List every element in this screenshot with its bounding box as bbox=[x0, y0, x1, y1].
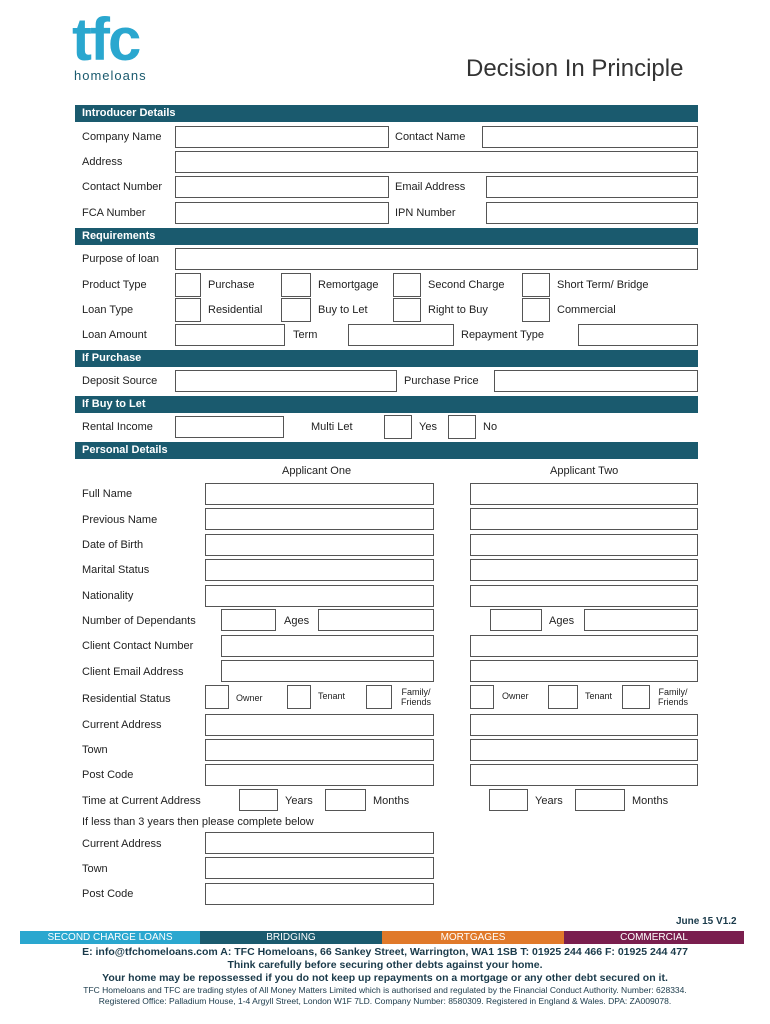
rental-income-field[interactable] bbox=[175, 416, 284, 438]
ipn-number-label: IPN Number bbox=[395, 207, 456, 219]
previous-town-field[interactable] bbox=[205, 857, 434, 879]
previous-address-label: Current Address bbox=[82, 838, 162, 850]
less-than-3-years-note: If less than 3 years then please complete below bbox=[82, 816, 314, 828]
applicant-two-tenant-label: Tenant bbox=[585, 691, 613, 701]
applicant-two-years-label: Years bbox=[535, 795, 563, 807]
commercial-checkbox[interactable] bbox=[522, 298, 550, 322]
repayment-type-field[interactable] bbox=[578, 324, 698, 346]
residential-checkbox[interactable] bbox=[175, 298, 201, 322]
short-term-bridge-checkbox[interactable] bbox=[522, 273, 550, 297]
applicant-two-ages-field[interactable] bbox=[584, 609, 698, 631]
purchase-price-label: Purchase Price bbox=[404, 375, 479, 387]
second-charge-option-label: Second Charge bbox=[428, 279, 505, 291]
full-name-label: Full Name bbox=[82, 488, 133, 500]
applicant-one-months-label: Months bbox=[373, 795, 410, 807]
legal-line-2: Registered Office: Palladium House, 1-4 Argyll Street, London W1F 7LD. Company Number: 8580309. Registered in England & Wales. DPA: ZA009078. bbox=[98, 996, 672, 1006]
applicant-two-family-checkbox[interactable] bbox=[622, 685, 650, 709]
applicant-one-contact-number-field[interactable] bbox=[221, 635, 434, 657]
applicant-one-previous-name-field[interactable] bbox=[205, 508, 434, 530]
previous-name-label: Previous Name bbox=[82, 514, 158, 526]
applicant-one-years-label: Years bbox=[285, 795, 313, 807]
previous-post-code-label: Post Code bbox=[82, 888, 134, 900]
section-introducer-details: Introducer Details bbox=[75, 105, 698, 122]
remortgage-checkbox[interactable] bbox=[281, 273, 311, 297]
address-field[interactable] bbox=[175, 151, 698, 173]
client-contact-number-label: Client Contact Number bbox=[82, 640, 194, 652]
previous-address-field[interactable] bbox=[205, 832, 434, 854]
brand-tagline: homeloans bbox=[74, 68, 147, 83]
segment-mortgages: MORTGAGES bbox=[382, 931, 564, 944]
contact-name-label: Contact Name bbox=[395, 131, 466, 143]
term-label: Term bbox=[293, 329, 318, 341]
applicant-two-dob-field[interactable] bbox=[470, 534, 698, 556]
applicant-one-full-name-field[interactable] bbox=[205, 483, 434, 505]
nationality-label: Nationality bbox=[82, 590, 134, 602]
client-email-address-label: Client Email Address bbox=[82, 666, 184, 678]
applicant-one-post-code-field[interactable] bbox=[205, 764, 434, 786]
applicant-one-marital-status-field[interactable] bbox=[205, 559, 434, 581]
section-personal-details: Personal Details bbox=[75, 442, 698, 459]
purchase-price-field[interactable] bbox=[494, 370, 698, 392]
residential-option-label: Residential bbox=[208, 304, 263, 316]
applicant-one-family-label: Family/ Friends bbox=[401, 687, 432, 707]
brand-logo: tfc bbox=[72, 6, 140, 73]
deposit-source-label: Deposit Source bbox=[82, 375, 158, 387]
company-name-field[interactable] bbox=[175, 126, 389, 148]
applicant-one-owner-checkbox[interactable] bbox=[205, 685, 229, 709]
town-label: Town bbox=[82, 744, 108, 756]
applicant-one-years-field[interactable] bbox=[239, 789, 278, 811]
marital-status-label: Marital Status bbox=[82, 564, 150, 576]
applicant-two-contact-number-field[interactable] bbox=[470, 635, 698, 657]
company-name-label: Company Name bbox=[82, 131, 162, 143]
applicant-two-post-code-field[interactable] bbox=[470, 764, 698, 786]
applicant-two-previous-name-field[interactable] bbox=[470, 508, 698, 530]
applicant-one-owner-label: Owner bbox=[236, 693, 263, 703]
applicant-two-current-address-field[interactable] bbox=[470, 714, 698, 736]
short-term-bridge-option-label: Short Term/ Bridge bbox=[557, 279, 649, 291]
fca-number-field[interactable] bbox=[175, 202, 389, 224]
segment-bridging: BRIDGING bbox=[200, 931, 382, 944]
purchase-option-label: Purchase bbox=[208, 279, 255, 291]
applicant-two-owner-checkbox[interactable] bbox=[470, 685, 494, 709]
loan-amount-field[interactable] bbox=[175, 324, 285, 346]
applicant-one-town-field[interactable] bbox=[205, 739, 434, 761]
previous-post-code-field[interactable] bbox=[205, 883, 434, 905]
residential-status-label: Residential Status bbox=[82, 693, 171, 705]
commercial-option-label: Commercial bbox=[557, 304, 616, 316]
applicant-two-tenant-checkbox[interactable] bbox=[548, 685, 578, 709]
purpose-of-loan-field[interactable] bbox=[175, 248, 698, 270]
section-requirements: Requirements bbox=[75, 228, 698, 245]
remortgage-option-label: Remortgage bbox=[318, 279, 379, 291]
applicant-two-heading: Applicant Two bbox=[550, 465, 619, 477]
segment-commercial: COMMERCIAL bbox=[564, 931, 744, 944]
product-type-label: Product Type bbox=[82, 279, 147, 291]
right-to-buy-option-label: Right to Buy bbox=[428, 304, 488, 316]
applicant-one-nationality-field[interactable] bbox=[205, 585, 434, 607]
page-title: Decision In Principle bbox=[466, 55, 684, 82]
purpose-of-loan-label: Purpose of loan bbox=[82, 253, 160, 265]
term-field[interactable] bbox=[348, 324, 454, 346]
segment-second-charge-loans: SECOND CHARGE LOANS bbox=[20, 931, 200, 944]
loan-type-label: Loan Type bbox=[82, 304, 134, 316]
applicant-two-dependants-field[interactable] bbox=[490, 609, 542, 631]
applicant-two-years-field[interactable] bbox=[489, 789, 528, 811]
number-of-dependants-label: Number of Dependants bbox=[82, 615, 196, 627]
legal-line-1: TFC Homeloans and TFC are trading styles of All Money Matters Limited which is authorised and regulated by the Financial Conduct Authority. Number: 628334. bbox=[83, 985, 687, 995]
multi-let-yes-label: Yes bbox=[419, 421, 437, 433]
applicant-two-town-field[interactable] bbox=[470, 739, 698, 761]
multi-let-label: Multi Let bbox=[311, 421, 353, 433]
applicant-one-months-field[interactable] bbox=[325, 789, 366, 811]
loan-amount-label: Loan Amount bbox=[82, 329, 147, 341]
buy-to-let-option-label: Buy to Let bbox=[318, 304, 368, 316]
deposit-source-field[interactable] bbox=[175, 370, 397, 392]
applicant-two-nationality-field[interactable] bbox=[470, 585, 698, 607]
ipn-number-field[interactable] bbox=[486, 202, 698, 224]
date-of-birth-label: Date of Birth bbox=[82, 539, 144, 551]
applicant-one-dependants-field[interactable] bbox=[221, 609, 276, 631]
rental-income-label: Rental Income bbox=[82, 421, 153, 433]
applicant-one-family-checkbox[interactable] bbox=[366, 685, 392, 709]
warning-line-2: Your home may be repossessed if you do not keep up repayments on a mortgage or any other debt secured on it. bbox=[102, 972, 668, 984]
fca-number-label: FCA Number bbox=[82, 207, 146, 219]
applicant-one-dob-field[interactable] bbox=[205, 534, 434, 556]
applicant-two-marital-status-field[interactable] bbox=[470, 559, 698, 581]
applicant-two-months-label: Months bbox=[632, 795, 669, 807]
applicant-one-email-field[interactable] bbox=[221, 660, 434, 682]
right-to-buy-checkbox[interactable] bbox=[393, 298, 421, 322]
current-address-label: Current Address bbox=[82, 719, 162, 731]
applicant-two-ages-label: Ages bbox=[549, 615, 575, 627]
applicant-two-email-field[interactable] bbox=[470, 660, 698, 682]
applicant-one-ages-label: Ages bbox=[284, 615, 310, 627]
applicant-one-current-address-field[interactable] bbox=[205, 714, 434, 736]
buy-to-let-checkbox[interactable] bbox=[281, 298, 311, 322]
contact-number-label: Contact Number bbox=[82, 181, 163, 193]
contact-number-field[interactable] bbox=[175, 176, 389, 198]
applicant-one-heading: Applicant One bbox=[282, 465, 352, 477]
applicant-one-ages-field[interactable] bbox=[318, 609, 434, 631]
applicant-one-tenant-label: Tenant bbox=[318, 691, 346, 701]
post-code-label: Post Code bbox=[82, 769, 134, 781]
previous-town-label: Town bbox=[82, 863, 108, 875]
warning-line-1: Think carefully before securing other debts against your home. bbox=[227, 959, 543, 971]
contact-line: E: info@tfchomeloans.com A: TFC Homeloans, 66 Sankey Street, Warrington, WA1 1SB T: 01925 244 466 F: 01925 244 477 bbox=[82, 946, 688, 958]
multi-let-no-label: No bbox=[483, 421, 498, 433]
applicant-one-tenant-checkbox[interactable] bbox=[287, 685, 311, 709]
section-if-purchase: If Purchase bbox=[75, 350, 698, 367]
second-charge-checkbox[interactable] bbox=[393, 273, 421, 297]
applicant-two-family-label: Family/ Friends bbox=[658, 687, 689, 707]
email-address-label: Email Address bbox=[395, 181, 466, 193]
purchase-checkbox[interactable] bbox=[175, 273, 201, 297]
section-if-buy-to-let: If Buy to Let bbox=[75, 396, 698, 413]
time-at-current-address-label: Time at Current Address bbox=[82, 795, 201, 807]
contact-name-field[interactable] bbox=[482, 126, 698, 148]
email-address-field[interactable] bbox=[486, 176, 698, 198]
multi-let-yes-checkbox[interactable] bbox=[384, 415, 412, 439]
address-label: Address bbox=[82, 156, 123, 168]
applicant-two-owner-label: Owner bbox=[502, 691, 529, 701]
applicant-two-months-field[interactable] bbox=[575, 789, 625, 811]
multi-let-no-checkbox[interactable] bbox=[448, 415, 476, 439]
version-label: June 15 V1.2 bbox=[676, 916, 737, 927]
repayment-type-label: Repayment Type bbox=[461, 329, 544, 341]
applicant-two-full-name-field[interactable] bbox=[470, 483, 698, 505]
